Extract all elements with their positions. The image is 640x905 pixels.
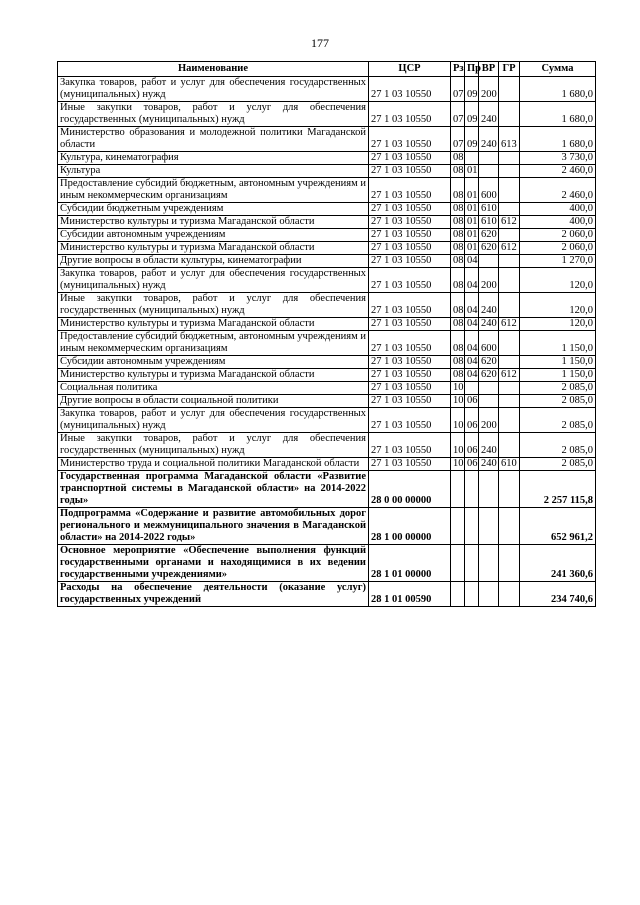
cell-name: Государственная программа Магаданской области «Развитие транспортной системы в Магаданской области» на 2014-2022 годы» [58,471,369,508]
cell-csr: 27 1 03 10550 [369,395,451,408]
cell-gr: 612 [499,318,520,331]
cell-rz: 08 [451,229,465,242]
cell-vr: 620 [479,229,499,242]
cell-csr: 27 1 03 10550 [369,382,451,395]
header-name: Наименование [58,62,369,77]
cell-name: Министерство культуры и туризма Магаданской области [58,242,369,255]
cell-vr [479,255,499,268]
cell-name: Культура [58,165,369,178]
table-row [58,242,596,255]
table-row [58,318,596,331]
cell-gr: 612 [499,216,520,229]
cell-pr: 04 [465,268,479,293]
cell-csr: 27 1 03 10550 [369,408,451,433]
cell-vr [479,545,499,582]
cell-sum: 1 150,0 [520,356,596,369]
cell-sum: 2 060,0 [520,229,596,242]
table-row [58,293,596,318]
cell-gr [499,102,520,127]
cell-sum: 1 680,0 [520,127,596,152]
cell-gr [499,178,520,203]
header-csr: ЦСР [369,62,451,77]
cell-rz: 10 [451,408,465,433]
table-row [58,178,596,203]
cell-rz: 07 [451,127,465,152]
cell-pr: 04 [465,293,479,318]
cell-name: Субсидии автономным учреждениям [58,229,369,242]
cell-gr [499,255,520,268]
cell-rz: 08 [451,331,465,356]
cell-csr: 27 1 03 10550 [369,433,451,458]
table-row [58,545,596,582]
cell-pr: 04 [465,331,479,356]
table-row [58,382,596,395]
cell-csr: 28 1 01 00000 [369,545,451,582]
cell-sum: 120,0 [520,268,596,293]
cell-name: Другие вопросы в области социальной политики [58,395,369,408]
cell-name: Иные закупки товаров, работ и услуг для обеспечения государственных (муниципальных) нужд [58,433,369,458]
cell-csr: 27 1 03 10550 [369,356,451,369]
table-row [58,102,596,127]
cell-name: Министерство культуры и туризма Магаданской области [58,369,369,382]
cell-pr: 06 [465,458,479,471]
cell-sum: 2 460,0 [520,178,596,203]
cell-sum: 3 730,0 [520,152,596,165]
cell-name: Культура, кинематография [58,152,369,165]
cell-pr: 09 [465,102,479,127]
cell-name: Предоставление субсидий бюджетным, автономным учреждениям и иным некоммерческим организациям [58,178,369,203]
cell-csr: 27 1 03 10550 [369,268,451,293]
cell-gr [499,433,520,458]
cell-gr [499,268,520,293]
cell-gr [499,77,520,102]
cell-pr: 01 [465,229,479,242]
table-row [58,471,596,508]
cell-vr: 620 [479,356,499,369]
cell-sum: 2 085,0 [520,458,596,471]
cell-pr: 04 [465,356,479,369]
cell-csr: 27 1 03 10550 [369,77,451,102]
cell-rz [451,471,465,508]
cell-name: Иные закупки товаров, работ и услуг для обеспечения государственных (муниципальных) нужд [58,102,369,127]
cell-csr: 28 1 00 00000 [369,508,451,545]
cell-gr [499,508,520,545]
cell-sum: 2 460,0 [520,165,596,178]
table-row [58,229,596,242]
cell-gr [499,395,520,408]
cell-csr: 27 1 03 10550 [369,178,451,203]
header-pr: Пр [465,62,479,77]
cell-csr: 28 0 00 00000 [369,471,451,508]
cell-name: Министерство культуры и туризма Магаданской области [58,216,369,229]
cell-rz: 08 [451,165,465,178]
cell-pr: 04 [465,369,479,382]
cell-rz [451,582,465,607]
cell-csr: 27 1 03 10550 [369,458,451,471]
cell-vr: 610 [479,216,499,229]
cell-name: Социальная политика [58,382,369,395]
cell-sum: 2 085,0 [520,395,596,408]
cell-gr [499,382,520,395]
cell-name: Министерство труда и социальной политики Магаданской области [58,458,369,471]
cell-rz: 08 [451,293,465,318]
cell-pr: 01 [465,242,479,255]
page-number: 177 [311,36,329,50]
cell-csr: 27 1 03 10550 [369,369,451,382]
table-row [58,77,596,102]
cell-csr: 27 1 03 10550 [369,331,451,356]
cell-csr: 27 1 03 10550 [369,293,451,318]
cell-vr: 200 [479,77,499,102]
cell-rz: 07 [451,77,465,102]
cell-rz: 10 [451,458,465,471]
cell-gr: 610 [499,458,520,471]
table-row [58,268,596,293]
cell-sum: 2 257 115,8 [520,471,596,508]
table-row [58,356,596,369]
cell-rz: 08 [451,216,465,229]
cell-rz: 07 [451,102,465,127]
cell-name: Иные закупки товаров, работ и услуг для обеспечения государственных (муниципальных) нужд [58,293,369,318]
cell-sum: 120,0 [520,293,596,318]
cell-name: Субсидии автономным учреждениям [58,356,369,369]
cell-pr: 06 [465,395,479,408]
cell-pr: 01 [465,216,479,229]
cell-csr: 27 1 03 10550 [369,255,451,268]
table-row [58,331,596,356]
cell-vr: 610 [479,203,499,216]
cell-csr: 27 1 03 10550 [369,203,451,216]
table-row [58,408,596,433]
cell-gr [499,471,520,508]
table-row [58,582,596,607]
cell-rz: 08 [451,242,465,255]
cell-rz: 08 [451,369,465,382]
cell-vr [479,382,499,395]
cell-sum: 1 680,0 [520,102,596,127]
cell-sum: 2 060,0 [520,242,596,255]
cell-pr: 01 [465,165,479,178]
cell-vr [479,508,499,545]
cell-pr [465,582,479,607]
table-row [58,165,596,178]
cell-name: Закупка товаров, работ и услуг для обеспечения государственных (муниципальных) нужд [58,77,369,102]
table-body [58,77,596,607]
cell-vr: 240 [479,433,499,458]
table-row [58,433,596,458]
cell-rz: 08 [451,268,465,293]
cell-pr [465,508,479,545]
cell-sum: 241 360,6 [520,545,596,582]
cell-vr: 620 [479,242,499,255]
cell-gr: 612 [499,242,520,255]
cell-rz: 08 [451,318,465,331]
table-row [58,508,596,545]
cell-csr: 27 1 03 10550 [369,242,451,255]
cell-gr [499,229,520,242]
cell-sum: 1 270,0 [520,255,596,268]
cell-gr: 613 [499,127,520,152]
table-row [58,458,596,471]
cell-vr: 200 [479,408,499,433]
cell-vr [479,165,499,178]
cell-rz: 08 [451,255,465,268]
cell-pr: 04 [465,318,479,331]
cell-sum: 1 680,0 [520,77,596,102]
cell-gr [499,356,520,369]
cell-rz: 08 [451,203,465,216]
table-row [58,203,596,216]
header-vr: ВР [479,62,499,77]
cell-csr: 27 1 03 10550 [369,216,451,229]
table-header-row [58,62,596,77]
cell-pr: 04 [465,255,479,268]
cell-gr [499,203,520,216]
cell-sum: 2 085,0 [520,408,596,433]
cell-gr [499,293,520,318]
cell-name: Министерство культуры и туризма Магаданской области [58,318,369,331]
cell-sum: 1 150,0 [520,369,596,382]
cell-name: Субсидии бюджетным учреждениям [58,203,369,216]
cell-pr: 09 [465,77,479,102]
cell-sum: 400,0 [520,203,596,216]
table-row [58,127,596,152]
cell-csr: 27 1 03 10550 [369,165,451,178]
cell-name: Закупка товаров, работ и услуг для обеспечения государственных (муниципальных) нужд [58,408,369,433]
cell-gr [499,582,520,607]
cell-pr [465,471,479,508]
header-rz: Рз [451,62,465,77]
cell-vr: 240 [479,293,499,318]
cell-name: Расходы на обеспечение деятельности (оказание услуг) государственных учреждений [58,582,369,607]
cell-vr [479,395,499,408]
cell-rz: 10 [451,395,465,408]
cell-vr: 600 [479,178,499,203]
cell-csr: 27 1 03 10550 [369,127,451,152]
cell-name: Основное мероприятие «Обеспечение выполнения функций государственными органами и находящимися в их ведении государственными учреждениями» [58,545,369,582]
cell-vr [479,152,499,165]
cell-pr: 01 [465,203,479,216]
cell-pr: 06 [465,433,479,458]
cell-rz [451,508,465,545]
cell-pr: 01 [465,178,479,203]
cell-sum: 652 961,2 [520,508,596,545]
table-row [58,395,596,408]
cell-pr: 06 [465,408,479,433]
cell-pr [465,545,479,582]
cell-pr [465,152,479,165]
cell-name: Подпрограмма «Содержание и развитие автомобильных дорог регионального и межмуниципального значения в Магаданской области» на 2014-2022 годы» [58,508,369,545]
cell-gr: 612 [499,369,520,382]
budget-table [57,61,596,607]
cell-gr [499,545,520,582]
cell-name: Другие вопросы в области культуры, кинематографии [58,255,369,268]
cell-vr: 240 [479,458,499,471]
cell-vr: 200 [479,268,499,293]
cell-gr [499,408,520,433]
cell-sum: 2 085,0 [520,382,596,395]
cell-rz: 10 [451,433,465,458]
table-row [58,152,596,165]
cell-pr [465,382,479,395]
cell-vr [479,471,499,508]
cell-rz: 08 [451,152,465,165]
cell-vr [479,582,499,607]
cell-sum: 234 740,6 [520,582,596,607]
cell-gr [499,165,520,178]
cell-sum: 120,0 [520,318,596,331]
cell-rz: 08 [451,178,465,203]
cell-name: Предоставление субсидий бюджетным, автономным учреждениям и иным некоммерческим организациям [58,331,369,356]
cell-sum: 400,0 [520,216,596,229]
cell-vr: 620 [479,369,499,382]
cell-sum: 1 150,0 [520,331,596,356]
cell-rz [451,545,465,582]
header-gr: ГР [499,62,520,77]
cell-rz: 10 [451,382,465,395]
table-row [58,255,596,268]
cell-csr: 27 1 03 10550 [369,102,451,127]
cell-vr: 240 [479,102,499,127]
cell-vr: 240 [479,127,499,152]
cell-sum: 2 085,0 [520,433,596,458]
cell-csr: 28 1 01 00590 [369,582,451,607]
cell-vr: 240 [479,318,499,331]
cell-name: Закупка товаров, работ и услуг для обеспечения государственных (муниципальных) нужд [58,268,369,293]
cell-gr [499,152,520,165]
cell-rz: 08 [451,356,465,369]
cell-vr: 600 [479,331,499,356]
header-sum: Сумма [520,62,596,77]
table-row [58,216,596,229]
cell-csr: 27 1 03 10550 [369,229,451,242]
cell-pr: 09 [465,127,479,152]
table-row [58,369,596,382]
cell-csr: 27 1 03 10550 [369,318,451,331]
cell-name: Министерство образования и молодежной политики Магаданской области [58,127,369,152]
cell-gr [499,331,520,356]
cell-csr: 27 1 03 10550 [369,152,451,165]
